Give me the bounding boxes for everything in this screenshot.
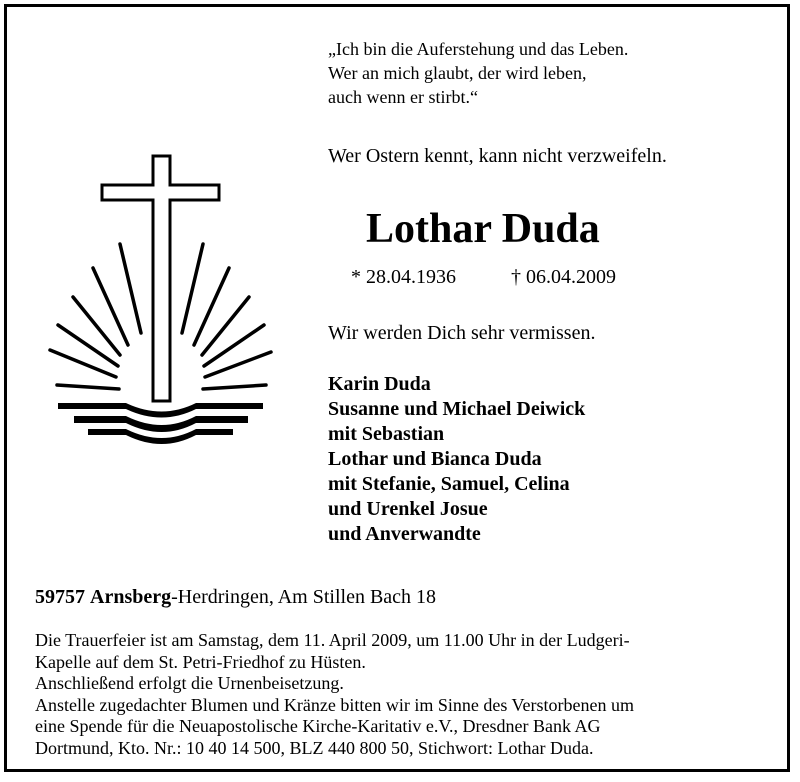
notice-line: Dortmund, Kto. Nr.: 10 40 14 500, BLZ 440 800 50, Stichwort: Lothar Duda.	[35, 737, 594, 758]
address-line	[35, 587, 436, 607]
address-postcode: 59757	[35, 586, 85, 608]
mourner-line: Lothar und Bianca Duda	[328, 448, 542, 470]
mourner-line: und Urenkel Josue	[328, 498, 488, 520]
mourner-line: mit Stefanie, Samuel, Celina	[328, 473, 570, 495]
cross-with-sunrise-and-waves-icon	[38, 150, 278, 460]
mourner-line: Susanne und Michael Deiwick	[328, 398, 586, 420]
notice-line: Die Trauerfeier ist am Samstag, dem 11. April 2009, um 11.00 Uhr in der Ludgeri-	[35, 630, 630, 650]
notice-line: Kapelle auf dem St. Petri-Friedhof zu Hüsten.	[35, 651, 366, 672]
mourner-line: Karin Duda	[328, 373, 431, 395]
birth-date: * 28.04.1936	[351, 266, 456, 288]
notice-line: Anstelle zugedachter Blumen und Kränze bitten wir im Sinne des Verstorbenen um	[35, 694, 635, 715]
deceased-name: Lothar Duda	[366, 206, 600, 252]
address-rest: -Herdringen, Am Stillen Bach 18	[171, 586, 437, 608]
death-date: † 06.04.2009	[511, 266, 616, 288]
notice-line: Anschließend erfolgt die Urnenbeisetzung.	[35, 673, 344, 693]
mourner-line: und Anverwandte	[328, 523, 481, 545]
motto-line-2: Wer an mich glaubt, der wird leben,	[328, 63, 587, 83]
farewell-line: Wir werden Dich sehr vermissen.	[328, 322, 596, 344]
address-city: Arnsberg	[90, 586, 172, 608]
motto-line-3: auch wenn er stirbt.“	[328, 87, 478, 107]
funeral-notice	[35, 630, 757, 759]
motto-line-1: „Ich bin die Auferstehung und das Leben.	[328, 39, 629, 59]
mourner-line: mit Sebastian	[328, 423, 445, 445]
easter-line: Wer Ostern kennt, kann nicht verzweifeln.	[328, 145, 667, 167]
notice-line: eine Spende für die Neuapostolische Kirche-Karitativ e.V., Dresdner Bank AG	[35, 716, 601, 736]
